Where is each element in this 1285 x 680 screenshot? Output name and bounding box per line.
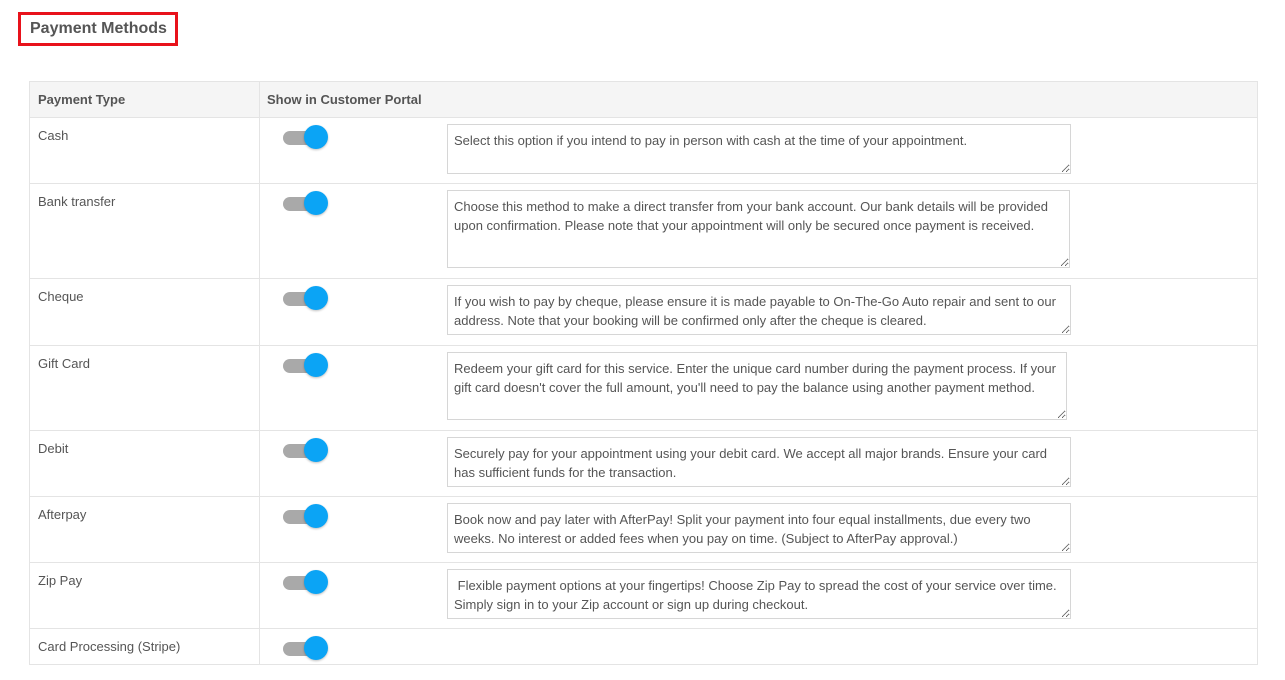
show-in-portal-toggle-gift-card[interactable] xyxy=(283,353,329,377)
description-field-afterpay[interactable] xyxy=(447,503,1071,553)
description-field-debit[interactable] xyxy=(447,437,1071,487)
page-title-text: Payment Methods xyxy=(30,20,167,37)
payment-type-afterpay: Afterpay xyxy=(30,497,260,563)
portal-cell-card-processing-stripe xyxy=(260,629,1258,665)
portal-cell-content xyxy=(260,437,1257,495)
payment-type-zip-pay: Zip Pay xyxy=(30,563,260,629)
portal-cell-gift-card xyxy=(260,346,1258,431)
description-field-cash[interactable] xyxy=(447,124,1071,174)
description-field-bank-transfer[interactable] xyxy=(447,190,1070,268)
description-field-cheque[interactable] xyxy=(447,285,1071,335)
toggle-knob xyxy=(304,570,328,594)
portal-cell-content xyxy=(260,124,1257,182)
page-title xyxy=(18,12,178,46)
portal-cell-content xyxy=(260,190,1257,276)
payment-type-gift-card: Gift Card xyxy=(30,346,260,431)
portal-cell-afterpay xyxy=(260,497,1258,563)
show-in-portal-toggle-cheque[interactable] xyxy=(283,286,329,310)
toggle-knob xyxy=(304,438,328,462)
toggle-knob xyxy=(304,191,328,215)
header-show-in-portal: Show in Customer Portal xyxy=(260,82,1258,118)
toggle-knob xyxy=(304,504,328,528)
portal-cell-bank-transfer xyxy=(260,184,1258,279)
table-row xyxy=(30,279,1258,346)
payment-type-bank-transfer: Bank transfer xyxy=(30,184,260,279)
payment-methods-table xyxy=(29,81,1258,665)
table-row xyxy=(30,118,1258,184)
table-body xyxy=(30,118,1258,665)
payment-type-cheque: Cheque xyxy=(30,279,260,346)
description-field-gift-card[interactable] xyxy=(447,352,1067,420)
portal-cell-content xyxy=(260,635,1257,660)
portal-cell-content xyxy=(260,352,1257,428)
toggle-knob xyxy=(304,636,328,660)
table-header-row xyxy=(30,82,1258,118)
toggle-knob xyxy=(304,286,328,310)
toggle-knob xyxy=(304,125,328,149)
portal-cell-content xyxy=(260,285,1257,343)
payment-type-cash: Cash xyxy=(30,118,260,184)
show-in-portal-toggle-debit[interactable] xyxy=(283,438,329,462)
portal-cell-content xyxy=(260,503,1257,561)
table-row xyxy=(30,563,1258,629)
table-row xyxy=(30,497,1258,563)
show-in-portal-toggle-afterpay[interactable] xyxy=(283,504,329,528)
table-row xyxy=(30,346,1258,431)
portal-cell-zip-pay xyxy=(260,563,1258,629)
toggle-knob xyxy=(304,353,328,377)
portal-cell-cash xyxy=(260,118,1258,184)
payment-type-debit: Debit xyxy=(30,431,260,497)
portal-cell-debit xyxy=(260,431,1258,497)
table-row xyxy=(30,431,1258,497)
payment-type-card-processing-stripe: Card Processing (Stripe) xyxy=(30,629,260,665)
show-in-portal-toggle-bank-transfer[interactable] xyxy=(283,191,329,215)
header-payment-type: Payment Type xyxy=(30,82,260,118)
portal-cell-cheque xyxy=(260,279,1258,346)
show-in-portal-toggle-cash[interactable] xyxy=(283,125,329,149)
description-field-zip-pay[interactable] xyxy=(447,569,1071,619)
show-in-portal-toggle-card-processing-stripe[interactable] xyxy=(283,636,329,660)
show-in-portal-toggle-zip-pay[interactable] xyxy=(283,570,329,594)
table-row xyxy=(30,629,1258,665)
portal-cell-content xyxy=(260,569,1257,627)
table-row xyxy=(30,184,1258,279)
